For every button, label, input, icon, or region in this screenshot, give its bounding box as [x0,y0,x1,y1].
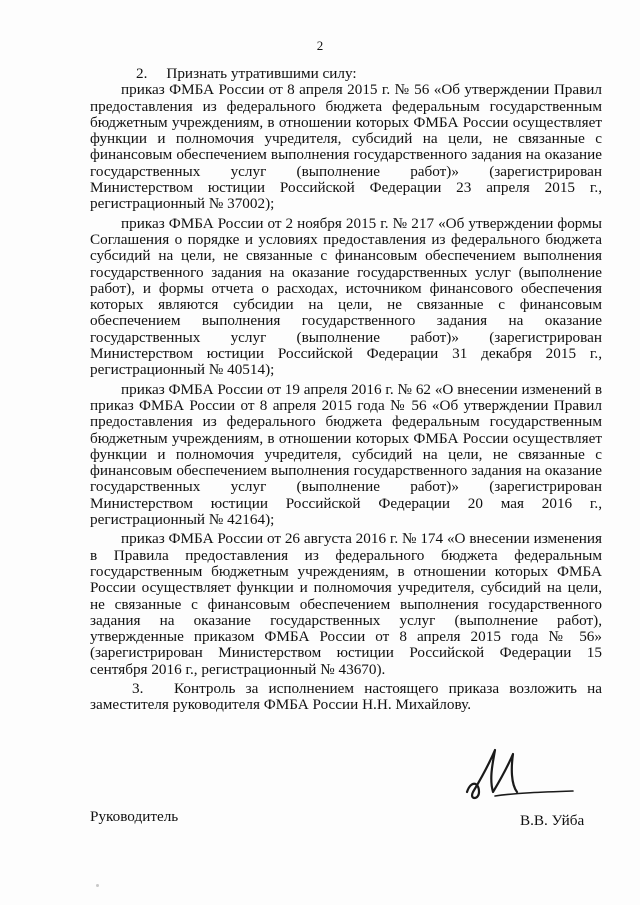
paragraph-order-217: приказ ФМБА России от 2 ноября 2015 г. № 217 «Об утверждении формы Соглашения о порядке и условиях предоставления из федерального бюджета субсидий на цели, не связанные с финансовым обеспечением выполнения государственного задания на оказание государственных услуг (выполнение работ), и формы отчета о расходах, источником финансового обеспечения которых являются субсидии на цели, не связанные с финансовым обеспечением выполнения государственного задания на оказание государственных услуг (выполнение работ)» (зарегистрирован Министерством юстиции Российской Федерации 31 декабря 2015 г., регистрационный № 40514); [90,214,602,379]
signatory-name: В.В. Уйба [520,812,585,829]
paragraph-order-174: приказ ФМБА России от 26 августа 2016 г. № 174 «О внесении изменения в Правила предоставления из федерального бюджета федеральным государственным бюджетным учреждениям, в отношении которых ФМБА России осуществляет функции и полномочия учредителя, субсидий на цели, не связанные с финансовым обеспечением выполнения государственного задания на оказание государственных услуг (выполнение работ), утвержденные приказом ФМБА России от 8 апреля 2015 года № 56» (зарегистрирован Министерством юстиции Российской Федерации 15 сентября 2016 г., регистрационный № 43670). [90,530,602,678]
document-body [90,66,602,717]
handwritten-signature [465,742,575,808]
paragraph-item-2: 2. Признать утратившими силу: [136,65,357,82]
paragraph-order-62: приказ ФМБА России от 19 апреля 2016 г. № 62 «О внесении изменений в приказ ФМБА России от 8 апреля 2015 года № 56 «Об утверждении Правил предоставления из федерального бюджета федеральным государственным бюджетным учреждениям, в отношении которых ФМБА России осуществляет функции и полномочия учредителя, субсидий на цели, не связанные с финансовым обеспечением выполнения государственного задания на оказание государственных услуг (выполнение работ)» (зарегистрирован Министерством юстиции Российской Федерации 20 мая 2016 г., регистрационный № 42164); [90,380,602,529]
paragraph-item-3: 3. Контроль за исполнением настоящего приказа возложить на заместителя руководителя ФМБА России Н.Н. Михайлову. [90,679,602,714]
paragraph-order-56: приказ ФМБА России от 8 апреля 2015 г. № 56 «Об утверждении Правил предоставления из федерального бюджета федеральным государственным бюджетным учреждениям, в отношении которых ФМБА России осуществляет функции и полномочия учредителя, субсидий на цели, не связанные с финансовым обеспечением выполнения государственного задания на оказание государственных услуг (выполнение работ)» (зарегистрирован Министерством юстиции Российской Федерации 23 апреля 2015 г., регистрационный № 37002); [90,81,602,213]
signatory-position: Руководитель [90,808,179,825]
page-number: 2 [316,38,324,53]
scan-dot [96,884,99,887]
